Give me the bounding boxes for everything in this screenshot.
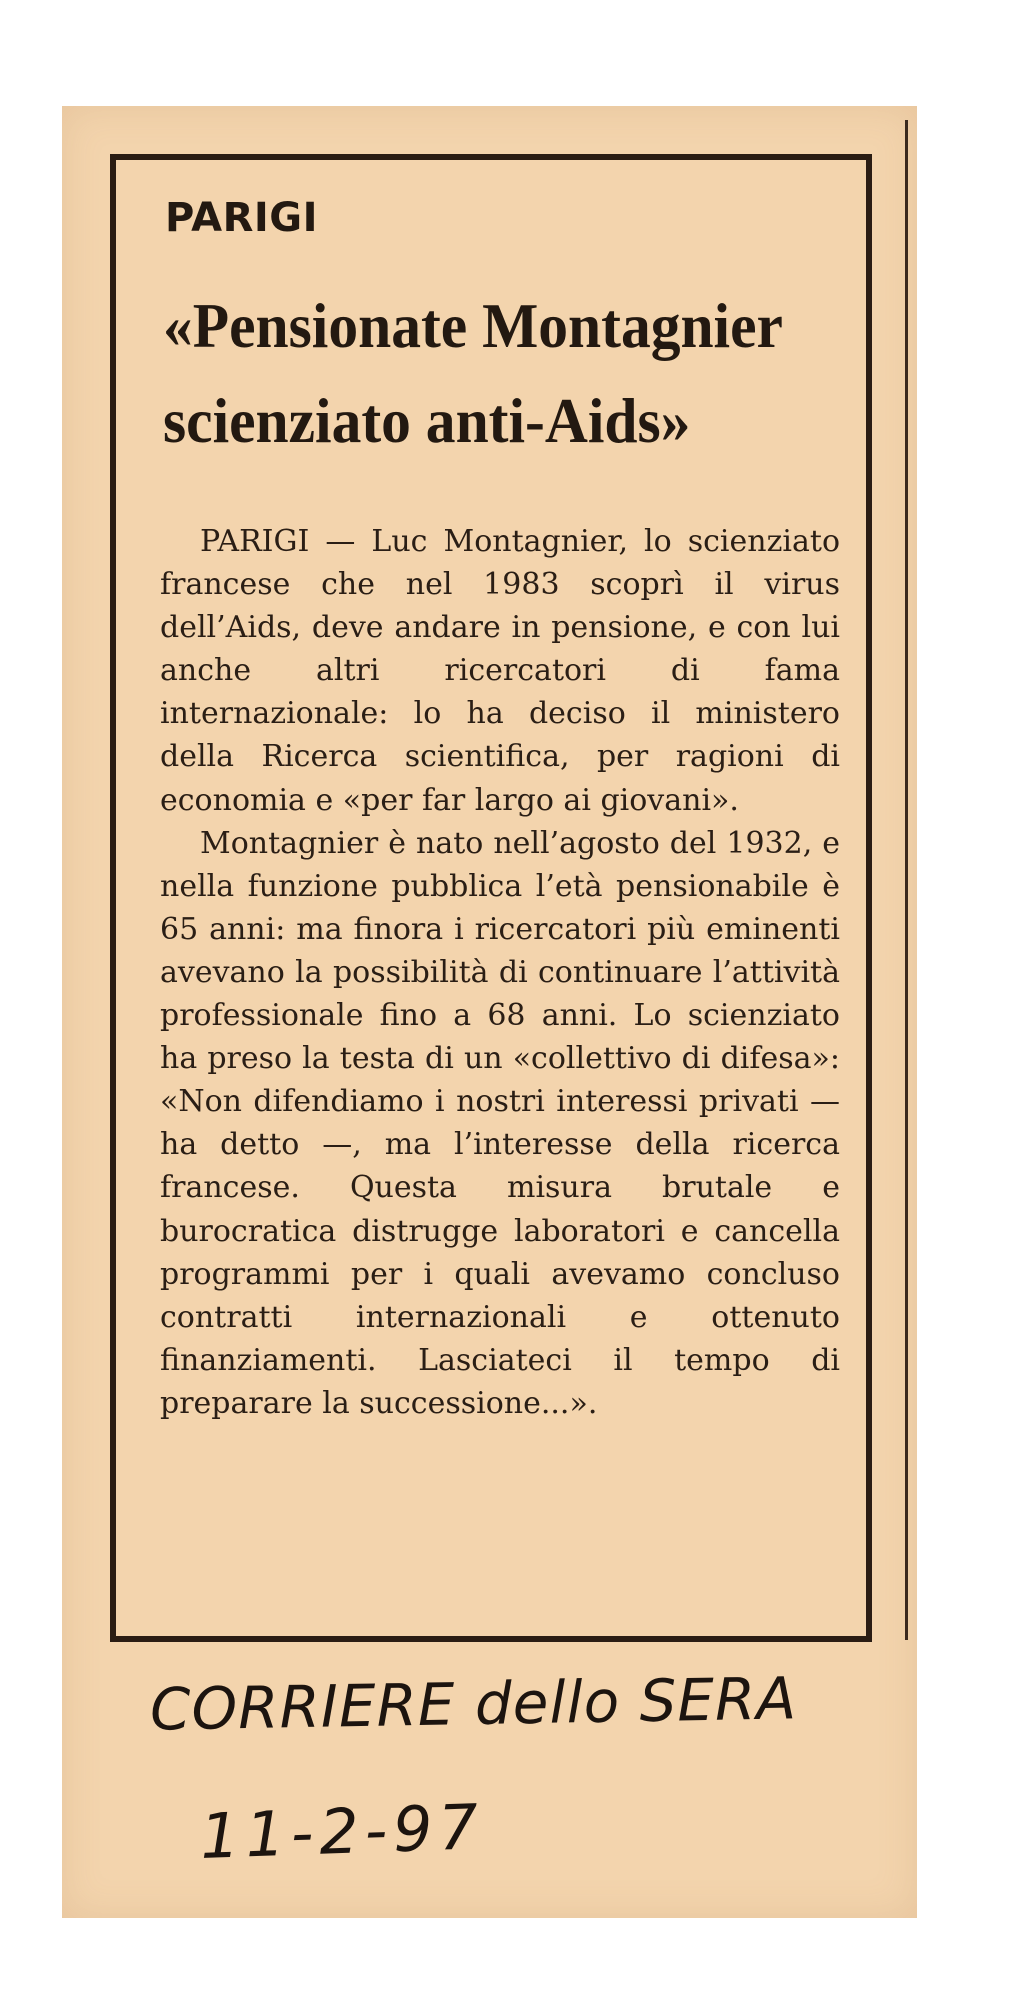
- article-kicker: PARIGI: [165, 195, 318, 241]
- article-headline: [163, 278, 814, 468]
- clipping-edge-line: [905, 120, 908, 1640]
- headline-line-2: scienziato anti-Aids»: [163, 385, 691, 456]
- article-paragraph-2: Montagnier è nato nell’agosto del 1932, e nella funzione pubblica l’età pensionabile è 65 anni: ma finora i ricercatori più eminenti avevano la possibilità di continuare l’attività professionale fino a 68 anni. Lo scienziato ha preso la testa di un «collettivo di difesa»: «Non difendiamo i nostri interessi privati — ha detto —, ma l’interesse della ricerca francese. Questa misura brutale e burocratica distrugge laboratori e cancella programmi per i quali avevamo concluso contratti internazionali e ottenuto finanziamenti. Lasciateci il tempo di preparare la successione...».: [160, 825, 840, 1421]
- handwritten-source-note: CORRIERE dello SERA: [149, 1664, 798, 1744]
- article-body: [160, 520, 840, 1425]
- handwritten-date-note: 11-2-97: [198, 1790, 486, 1873]
- article-paragraph-1: PARIGI — Luc Montagnier, lo scienziato francese che nel 1983 scoprì il virus dell’Aids, deve andare in pensione, e con lui anche altri ricercatori di fama internazionale: lo ha deciso il ministero della Ricerca scientifica, per ragioni di economia e «per far largo ai giovani».: [160, 524, 840, 818]
- headline-line-1: «Pensionate Montagnier: [163, 290, 783, 361]
